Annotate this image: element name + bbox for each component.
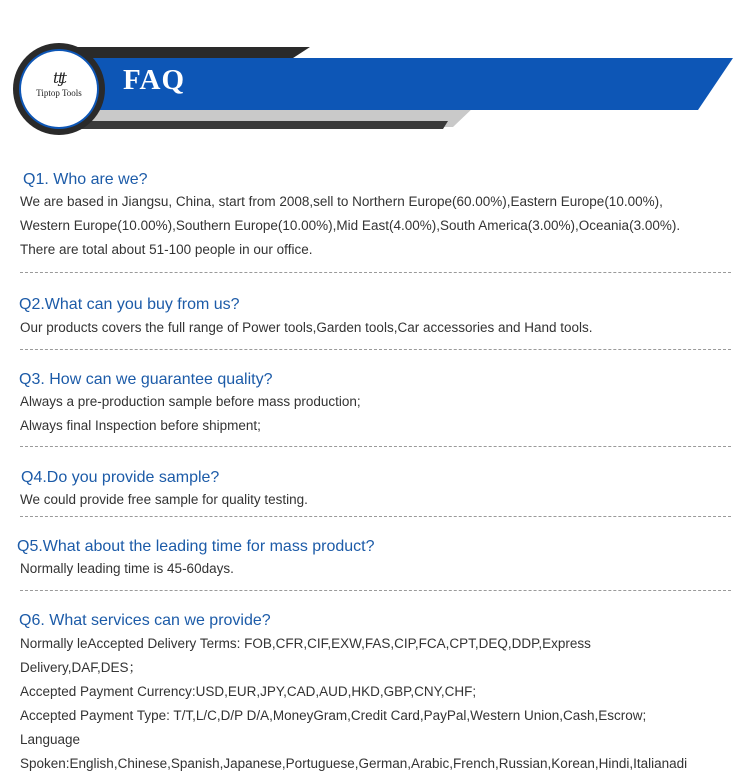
question-4: Q4.Do you provide sample?: [21, 469, 220, 486]
question-5: Q5.What about the leading time for mass product?: [17, 538, 375, 555]
logo: [21, 51, 97, 127]
question-3: Q3. How can we guarantee quality?: [19, 371, 273, 388]
answer-6-line-4: Accepted Payment Type: T/T,L/C,D/P D/A,MoneyGram,Credit Card,PayPal,Western Union,Cash,Escrow;: [20, 708, 647, 723]
answer-2-line-1: Our products covers the full range of Power tools,Garden tools,Car accessories and Hand tools.: [20, 320, 593, 335]
answer-6-line-1: Normally leAccepted Delivery Terms: FOB,CFR,CIF,EXW,FAS,CIP,FCA,CPT,DEQ,DDP,Express: [20, 636, 591, 651]
question-6: Q6. What services can we provide?: [19, 612, 271, 629]
answer-1-line-1: We are based in Jiangsu, China, start from 2008,sell to Northern Europe(60.00%),Eastern Europe(10.00%),: [20, 194, 663, 209]
answer-3-line-1: Always a pre-production sample before mass production;: [20, 394, 361, 409]
divider: [20, 590, 731, 591]
answer-6-line-5: Language: [20, 732, 81, 747]
answer-3-line-2: Always final Inspection before shipment;: [20, 418, 261, 433]
page-title: FAQ: [123, 64, 186, 96]
answer-6-line-2: Delivery,DAF,DES；: [20, 660, 143, 675]
divider: [20, 446, 731, 447]
answer-1-line-3: There are total about 51-100 people in our office.: [20, 242, 313, 257]
answer-6-line-3: Accepted Payment Currency:USD,EUR,JPY,CAD,AUD,HKD,GBP,CNY,CHF;: [20, 684, 477, 699]
divider: [20, 516, 731, 517]
divider: [20, 349, 731, 350]
banner-graphic: [0, 0, 750, 140]
logo-mark: tƫt: [52, 69, 66, 87]
answer-4-line-1: We could provide free sample for quality testing.: [20, 492, 308, 507]
answer-5-line-1: Normally leading time is 45-60days.: [20, 561, 234, 576]
logo-text: Tiptop Tools: [36, 88, 82, 98]
divider: [20, 272, 731, 273]
question-1: Q1. Who are we?: [23, 171, 148, 188]
question-2: Q2.What can you buy from us?: [19, 296, 240, 313]
answer-6-line-6: Spoken:English,Chinese,Spanish,Japanese,Portuguese,German,Arabic,French,Russian,Korean,Hindi,Italianadi: [20, 756, 688, 771]
faq-banner: [0, 0, 750, 140]
answer-1-line-2: Western Europe(10.00%),Southern Europe(10.00%),Mid East(4.00%),South America(3.00%),Oceania(3.00%).: [20, 218, 681, 233]
